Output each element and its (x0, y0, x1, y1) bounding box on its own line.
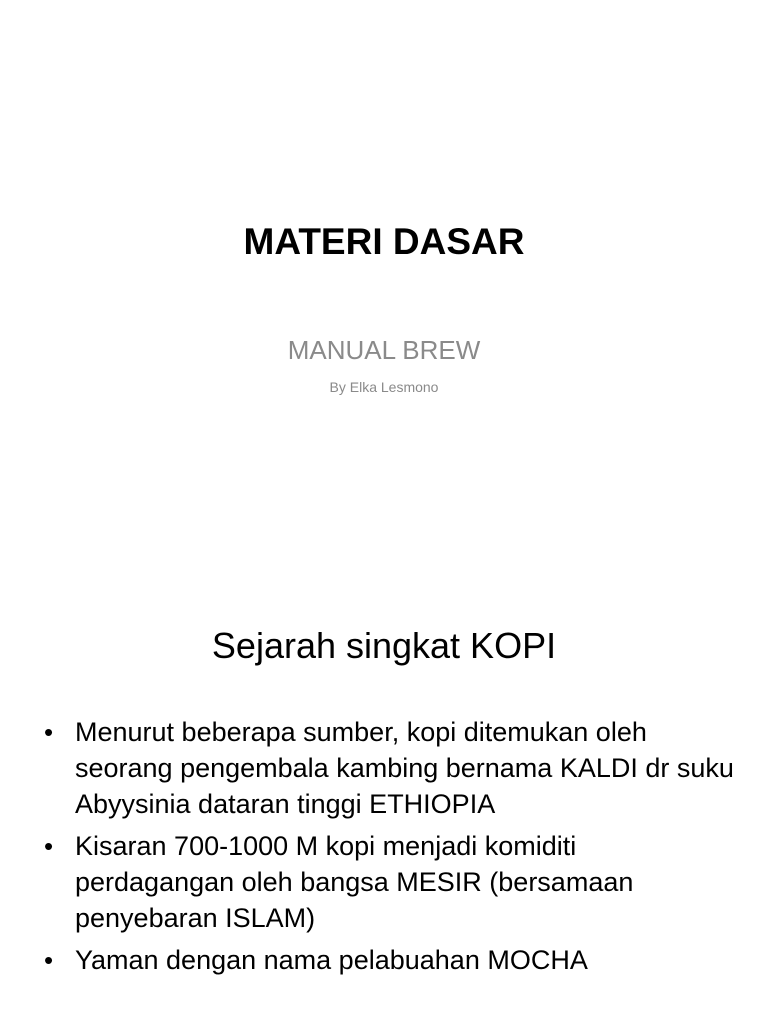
bullet-item (44, 828, 734, 936)
slide-subtitle: MANUAL BREW (287, 335, 481, 365)
slide-history-heading: Sejarah singkat KOPI (211, 625, 557, 666)
slide-title-heading: MATERI DASAR (243, 221, 525, 262)
bullet-icon: • (44, 831, 54, 861)
slide-history (0, 592, 768, 1024)
bullet-icon: • (44, 945, 54, 975)
bullet-item (44, 714, 734, 822)
bullet-item (44, 942, 734, 978)
bullet-text: Menurut beberapa sumber, kopi ditemukan oleh seorang pengembala kambing bernama KALDI dr suku Abyysinia dataran tinggi ETHIOPIA (75, 717, 734, 819)
bullet-text: Yaman dengan nama pelabuahan MOCHA (75, 945, 588, 975)
bullet-text: Kisaran 700-1000 M kopi menjadi komiditi perdagangan oleh bangsa MESIR (bersamaan penyebaran ISLAM) (75, 831, 634, 933)
slide-byline: By Elka Lesmono (329, 379, 439, 395)
bullet-icon: • (44, 717, 54, 747)
bullet-list (44, 714, 734, 984)
